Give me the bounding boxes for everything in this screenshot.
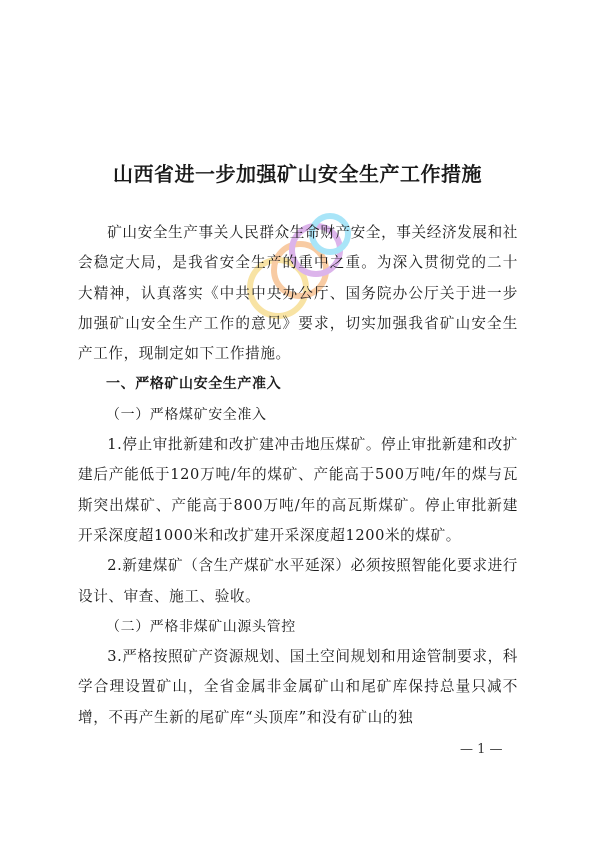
document-body	[78, 218, 518, 733]
section-heading: 一、严格矿山安全生产准入	[106, 376, 282, 393]
list-item: 3.严格按照矿产资源规划、国土空间规划和用途管制要求，科学合理设置矿山，全省金属非金属矿山和尾矿库保持总量只减不增，不再产生新的尾矿库“头顶库”和没有矿山的独	[78, 648, 518, 726]
subsection-heading: （一）严格煤矿安全准入	[106, 406, 267, 423]
subsection-heading: （二）严格非煤矿山源头管控	[106, 618, 296, 635]
page-number: — 1 —	[460, 742, 503, 757]
list-item: 1.停止审批新建和改扩建冲击地压煤矿。停止审批新建和改扩建后产能低于120万吨/年的煤矿、产能高于500万吨/年的煤与瓦斯突出煤矿、产能高于800万吨/年的高瓦斯煤矿。停止审批新建开采深度超1000米和改扩建开采深度超1200米的煤矿。	[78, 436, 518, 544]
list-item: 2.新建煤矿（含生产煤矿水平延深）必须按照智能化要求进行设计、审查、施工、验收。	[78, 557, 518, 605]
document-title: 山西省进一步加强矿山安全生产工作措施	[113, 162, 482, 186]
intro-paragraph: 矿山安全生产事关人民群众生命财产安全，事关经济发展和社会稳定大局，是我省安全生产的重中之重。为深入贯彻党的二十大精神，认真落实《中共中央办公厅、国务院办公厅关于进一步加强矿山安全生产工作的意见》要求，切实加强我省矿山安全生产工作，现制定如下工作措施。	[78, 224, 518, 363]
